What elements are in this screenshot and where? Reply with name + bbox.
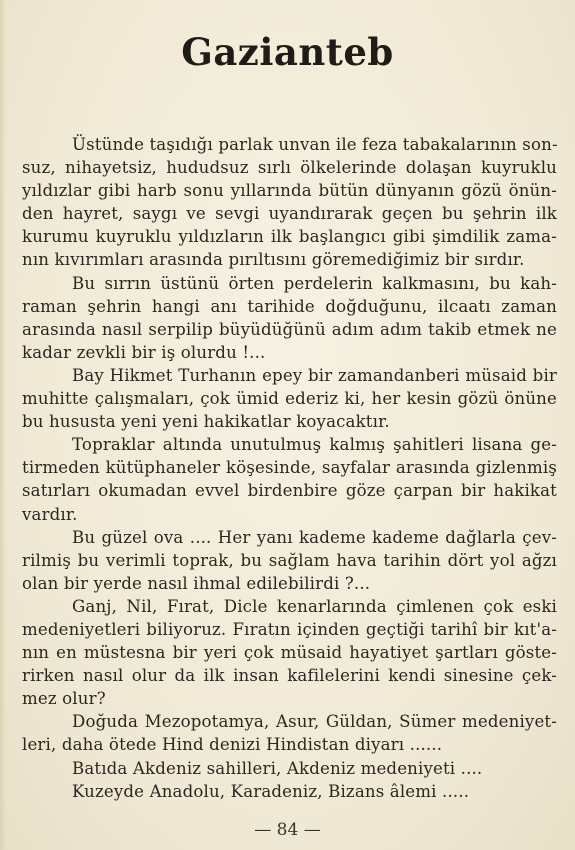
text-line: Batıda Akdeniz sahilleri, Akdeniz medeniyeti .... <box>72 758 483 778</box>
text-line: Bu güzel ova .... Her yanı kademe kademe dağlarla çev- <box>72 527 557 547</box>
text-line: bu hususta yeni yeni hakikatlar koyacaktır. <box>22 412 390 432</box>
text-line: Kuzeyde Anadolu, Karadeniz, Bizans âlemi ..... <box>72 781 470 801</box>
text-line: satırları okumadan evvel birdenbire göze çarpan bir hakikat <box>22 481 557 501</box>
text-line: Topraklar altında unutulmuş kalmış şahitleri lisana ge- <box>72 435 557 455</box>
text-line: rirken nasıl olur da ilk insan kafilelerini kendi sinesine çek- <box>22 666 557 686</box>
page-number: — 84 — <box>254 820 321 840</box>
text-line: Bu sırrın üstünü örten perdelerin kalkmasını, bu kah- <box>72 273 557 293</box>
text-line: mez olur? <box>22 689 106 709</box>
page-edge-shadow <box>0 0 6 850</box>
text-line: medeniyetleri biliyoruz. Fıratın içinden geçtiği tarihî bir kıt'a- <box>22 619 557 639</box>
text-line: raman şehrin hangi anı tarihide doğduğunu, ilcaatı zaman <box>22 296 557 316</box>
text-line: nın kıvırımları arasında pırıltısını göremediğimiz bir sırdır. <box>22 250 525 270</box>
text-line: muhitte çalışmaları, çok ümid ederiz ki, her kesin gözü önüne <box>22 389 557 409</box>
text-line: kurumu kuyruklu yıldızların ilk başlangıcı gibi şimdilik zama- <box>22 227 557 247</box>
text-line: leri, daha ötede Hind denizi Hindistan diyarı ...... <box>22 735 443 755</box>
text-line: den hayret, saygı ve sevgi uyandırarak geçen bu şehrin ilk <box>22 204 557 224</box>
page-title: Gazianteb <box>181 30 394 74</box>
text-line: suz, nihayetsiz, hududsuz sırlı ölkelerinde dolaşan kuyruklu <box>22 158 557 178</box>
text-line: Doğuda Mezopotamya, Asur, Güldan, Sümer medeniyet- <box>72 712 557 732</box>
text-line: Bay Hikmet Turhanın epey bir zamandanberi müsaid bir <box>72 365 557 385</box>
text-line: kadar zevkli bir iş olurdu !... <box>22 342 266 362</box>
text-line: yıldızlar gibi harb sonu yıllarında bütün dünyanın gözü önün- <box>22 181 557 201</box>
text-line: vardır. <box>22 504 78 524</box>
text-line: olan bir yerde nasıl ihmal edilebilirdi ?... <box>22 573 371 593</box>
text-line: rilmiş bu verimli toprak, bu sağlam hava tarihin dört yol ağzı <box>22 550 557 570</box>
text-line: Ganj, Nil, Fırat, Dicle kenarlarında çimlenen çok eski <box>72 596 557 616</box>
text-line: Üstünde taşıdığı parlak unvan ile feza tabakalarının son- <box>72 135 558 154</box>
text-line: nın en müstesna bir yeri çok müsaid hayatiyet şartları göste- <box>22 643 557 663</box>
text-line: arasında nasıl serpilip büyüdüğünü adım adım takib etmek ne <box>22 319 557 339</box>
body-text <box>22 133 557 803</box>
text-line: tirmeden kütüphaneler köşesinde, sayfalar arasında gizlenmiş <box>22 458 557 478</box>
